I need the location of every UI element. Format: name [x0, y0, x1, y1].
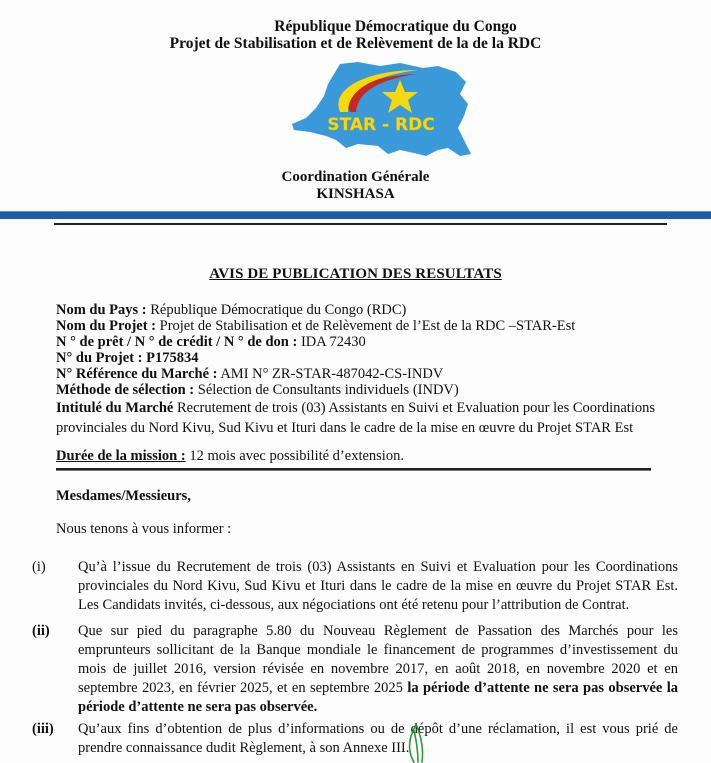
header-blue-divider: [0, 212, 711, 219]
field-market-reference-value: AMI N° ZR-STAR-487042-CS-INDV: [217, 366, 444, 382]
document-title: AVIS DE PUBLICATION DES RESULTATS: [209, 266, 502, 282]
list-item-text: Qu’aux fins d’obtention de plus d’informations ou de dépôt d’une réclamation, il est vous prié de prendre connaissance dudit Règlement, à son Annexe III.: [78, 721, 678, 756]
duration-divider: [56, 468, 651, 471]
star-rdc-logo: [288, 58, 474, 162]
field-market-reference-label: N° Référence du Marché :: [56, 366, 218, 382]
field-loan-number: [56, 334, 366, 351]
field-mission-duration-label: Durée de la mission :: [56, 448, 186, 464]
field-selection-method: [56, 382, 459, 399]
header-black-rule: [54, 223, 667, 225]
signature-mark: [402, 722, 432, 763]
intro-text: Nous tenons à vous informer :: [56, 521, 232, 537]
header-project-name: Projet de Stabilisation et de Relèvement de la de la RDC: [169, 35, 542, 52]
field-mission-duration: [56, 448, 404, 465]
field-country-value: République Démocratique du Congo (RDC): [146, 302, 407, 318]
field-market-title: [56, 398, 676, 438]
list-item-text: Que sur pied du paragraphe 5.80 du Nouveau Règlement de Passation des Marchés pour les emprunteurs sollicitant de la Banque mondiale le financement de programmes d’investissement du mois de juillet 2016, version révisée en novembre 2017, en août 2018, en novembre 2020 et en septembre 2023, en février 2025, et en septembre 2025: [78, 623, 678, 696]
header-coordination: Coordination Générale: [281, 169, 430, 185]
field-country: [56, 302, 406, 319]
list-item-body: [78, 622, 678, 717]
list-item: [32, 622, 678, 717]
field-market-title-value: Recrutement de trois (03) Assistants en Suivi et Evaluation pour les Coordinations provinciales du Nord Kivu, Sud Kivu et Ituri dans le cadre de la mise en œuvre du Projet STAR Est: [56, 400, 656, 436]
field-mission-duration-value: 12 mois avec possibilité d’extension.: [185, 448, 404, 464]
header-city: KINSHASA: [316, 186, 395, 202]
list-item-emphasis: la période d’attente ne sera pas observée la période d’attente ne sera pas observée.: [78, 680, 678, 715]
field-project-value: Projet de Stabilisation et de Relèvement de l’Est de la RDC –STAR-Est: [156, 318, 576, 334]
field-selection-method-value: Sélection de Consultants individuels (INDV): [194, 382, 459, 398]
salutation: Mesdames/Messieurs,: [56, 488, 191, 504]
field-country-label: Nom du Pays :: [56, 302, 147, 318]
field-loan-number-value: IDA 72430: [297, 334, 366, 350]
logo-text: STAR - RDC: [327, 115, 435, 135]
field-project-number: [56, 350, 198, 367]
list-item-number: (ii): [32, 623, 50, 639]
list-item: [32, 558, 678, 615]
field-market-title-label: Intitulé du Marché: [56, 400, 174, 416]
list-item-number: (iii): [32, 721, 54, 737]
field-project-label: Nom du Projet :: [56, 318, 157, 334]
field-project-number-label: N° du Projet : P175834: [56, 350, 199, 366]
field-selection-method-label: Méthode de sélection :: [56, 382, 195, 398]
list-item: [32, 720, 678, 758]
field-loan-number-label: N ° de prêt / N ° de crédit / N ° de don :: [56, 334, 298, 350]
field-project: [56, 318, 575, 335]
list-item-number: (i): [32, 559, 46, 575]
header-country: République Démocratique du Congo: [274, 18, 517, 35]
field-market-reference: [56, 366, 443, 383]
list-item-text: Qu’à l’issue du Recrutement de trois (03) Assistants en Suivi et Evaluation pour les Coordinations provinciales du Nord Kivu, Sud Kivu et Ituri dans le cadre de la mise en œuvre du Projet STAR Est. Les Candidats invités, ci-dessous, aux négociations ont été retenu pour l’attribution de Contrat.: [78, 559, 678, 613]
